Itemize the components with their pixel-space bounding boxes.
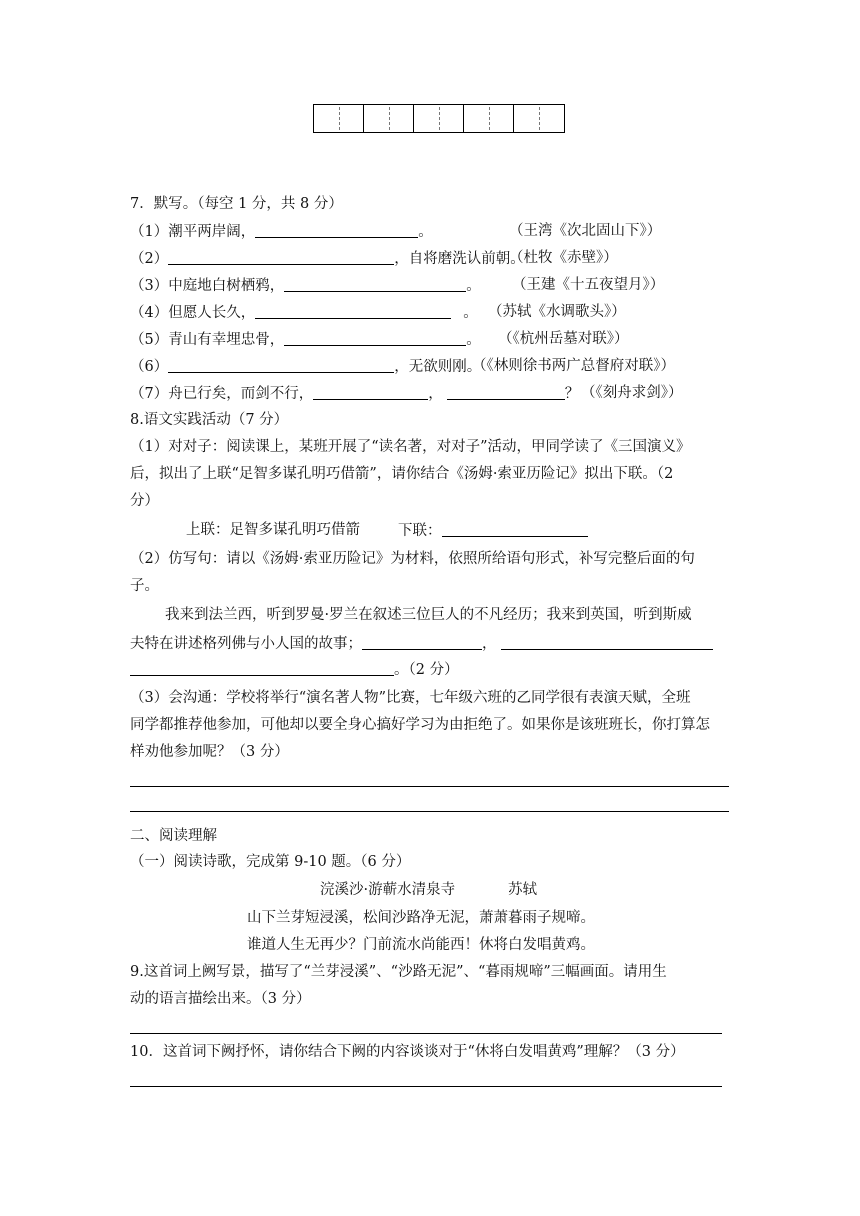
poem-line-1: 山下兰芽短浸溪，松间沙路净无泥，萧萧暮雨子规啼。 <box>247 910 595 926</box>
q9-text-2: 动的语言描绘出来。（3 分） <box>130 991 311 1007</box>
q7-6-prompt: （6） <box>130 359 169 375</box>
grid-cell[interactable] <box>314 105 364 132</box>
q8-1-text-2: 后，拟出了上联“足智多谋孔明巧借箭”，请你结合《汤姆·索亚历险记》拟出下联。（2 <box>130 466 674 482</box>
q7-3-end: 。 <box>466 278 481 294</box>
q8-2-example-2 <box>130 633 713 654</box>
grid-cell[interactable] <box>514 105 564 132</box>
q7-item-4 <box>130 302 478 323</box>
q7-6-end: ，无欲则刚。 <box>394 359 482 375</box>
q7-4-end: 。 <box>463 305 478 321</box>
q7-6-source: （《林则徐书两广总督府对联》） <box>472 358 675 374</box>
q7-3-source: （王建《十五夜望月》） <box>512 277 665 293</box>
poem-author: 苏轼 <box>508 882 537 898</box>
q8-3-text-1: （3）会沟通：学校将举行“演名著人物”比赛，七年级六班的乙同学很有表演天赋，全班 <box>130 690 691 706</box>
q7-item-6 <box>130 356 481 377</box>
q7-5-end: 。 <box>466 332 481 348</box>
q7-7-end: ？ <box>564 386 580 402</box>
q7-2-source: （杜牧《赤壁》） <box>509 250 618 266</box>
q7-7-blank-2[interactable] <box>447 383 565 400</box>
poem-title: 浣溪沙·游蕲水清泉寺 <box>320 882 456 898</box>
q8-2-example-2-text: 夫特在讲述格列佛与小人国的故事； <box>130 636 362 652</box>
q7-3-blank[interactable] <box>284 275 466 292</box>
q8-2-example-3 <box>130 659 459 680</box>
q7-item-2 <box>130 248 525 269</box>
q9-text-1: 9.这首词上阙写景，描写了“兰芽浸溪”、“沙路无泥”、“暮雨规啼”三幅画面。请用生 <box>130 964 667 980</box>
q8-3-answer-line-2[interactable] <box>130 811 729 812</box>
q8-3-answer-line-1[interactable] <box>130 786 729 787</box>
q8-2-blank-3[interactable] <box>130 659 394 676</box>
section-2-sub-1: （一）阅读诗歌，完成第 9-10 题。（6 分） <box>130 854 411 870</box>
q7-5-blank[interactable] <box>284 329 466 346</box>
q8-title: 8.语文实践活动（7 分） <box>130 412 289 428</box>
q8-1-text-1: （1）对对子：阅读课上，某班开展了“读名著，对对子”活动，甲同学读了《三国演义》 <box>130 439 691 455</box>
q7-7-source: （《刻舟求剑》） <box>581 385 683 401</box>
q8-1-text-3: 分） <box>130 493 159 509</box>
q7-1-source: （王湾《次北固山下》） <box>509 223 662 239</box>
grid-cell[interactable] <box>414 105 464 132</box>
q10-answer-line[interactable] <box>130 1086 722 1087</box>
section-2-title: 二、阅读理解 <box>130 828 217 844</box>
q7-item-1 <box>130 221 433 242</box>
q7-7-comma: ， <box>428 386 443 402</box>
q8-2-blank-2[interactable] <box>501 633 713 650</box>
q7-7-blank-1[interactable] <box>313 383 428 400</box>
couplet-lower <box>398 520 588 541</box>
writing-grid <box>313 104 565 133</box>
grid-cell[interactable] <box>364 105 414 132</box>
q7-item-7 <box>130 383 579 404</box>
couplet-lower-label: 下联： <box>398 523 442 539</box>
q8-3-text-2: 同学都推荐他参加，可他却以要全身心搞好学习为由拒绝了。如果你是该班班长，你打算怎 <box>130 717 710 733</box>
q7-5-source: （《杭州岳墓对联》） <box>498 331 629 347</box>
q7-4-blank[interactable] <box>255 302 451 319</box>
q7-1-blank[interactable] <box>255 221 418 238</box>
q7-2-blank[interactable] <box>168 248 394 265</box>
q8-2-example-1: 我来到法兰西，听到罗曼·罗兰在叙述三位巨人的不凡经历；我来到英国，听到斯威 <box>165 607 692 623</box>
q8-2-score: 。（2 分） <box>394 662 459 678</box>
q8-2-blank-1[interactable] <box>362 633 482 650</box>
q7-5-prompt: （5）青山有幸埋忠骨， <box>130 332 285 348</box>
q7-3-prompt: （3）中庭地白树栖鸦， <box>130 278 285 294</box>
q8-2-text-1: （2）仿写句：请以《汤姆·索亚历险记》为材料，依照所给语句形式，补写完整后面的句 <box>130 551 695 567</box>
q7-7-prompt: （7）舟已行矣，而剑不行， <box>130 386 314 402</box>
q7-1-end: 。 <box>418 224 433 240</box>
q7-2-prompt: （2） <box>130 251 169 267</box>
q8-3-text-3: 样劝他参加呢？（3 分） <box>130 744 289 760</box>
q7-title: 7．默写。（每空 1 分，共 8 分） <box>130 196 343 212</box>
q7-item-3 <box>130 275 481 296</box>
q10-text: 10．这首词下阙抒怀，请你结合下阙的内容谈谈对于“休将白发唱黄鸡”理解？（3 分） <box>130 1044 685 1060</box>
q8-2-comma: ， <box>482 636 497 652</box>
q8-2-text-2: 子。 <box>130 578 159 594</box>
q7-1-prompt: （1）潮平两岸阔， <box>130 224 256 240</box>
q7-item-5 <box>130 329 481 350</box>
couplet-lower-blank[interactable] <box>442 520 588 537</box>
poem-line-2: 谁道人生无再少？门前流水尚能西！休将白发唱黄鸡。 <box>247 937 595 953</box>
q7-4-source: （苏轼《水调歌头》） <box>488 304 626 320</box>
couplet-upper: 上联：足智多谋孔明巧借箭 <box>186 522 360 538</box>
q9-answer-line[interactable] <box>130 1033 722 1034</box>
q7-2-end: ，自将磨洗认前朝。 <box>394 251 525 267</box>
q7-4-prompt: （4）但愿人长久， <box>130 305 256 321</box>
q7-6-blank[interactable] <box>168 356 394 373</box>
grid-cell[interactable] <box>464 105 514 132</box>
